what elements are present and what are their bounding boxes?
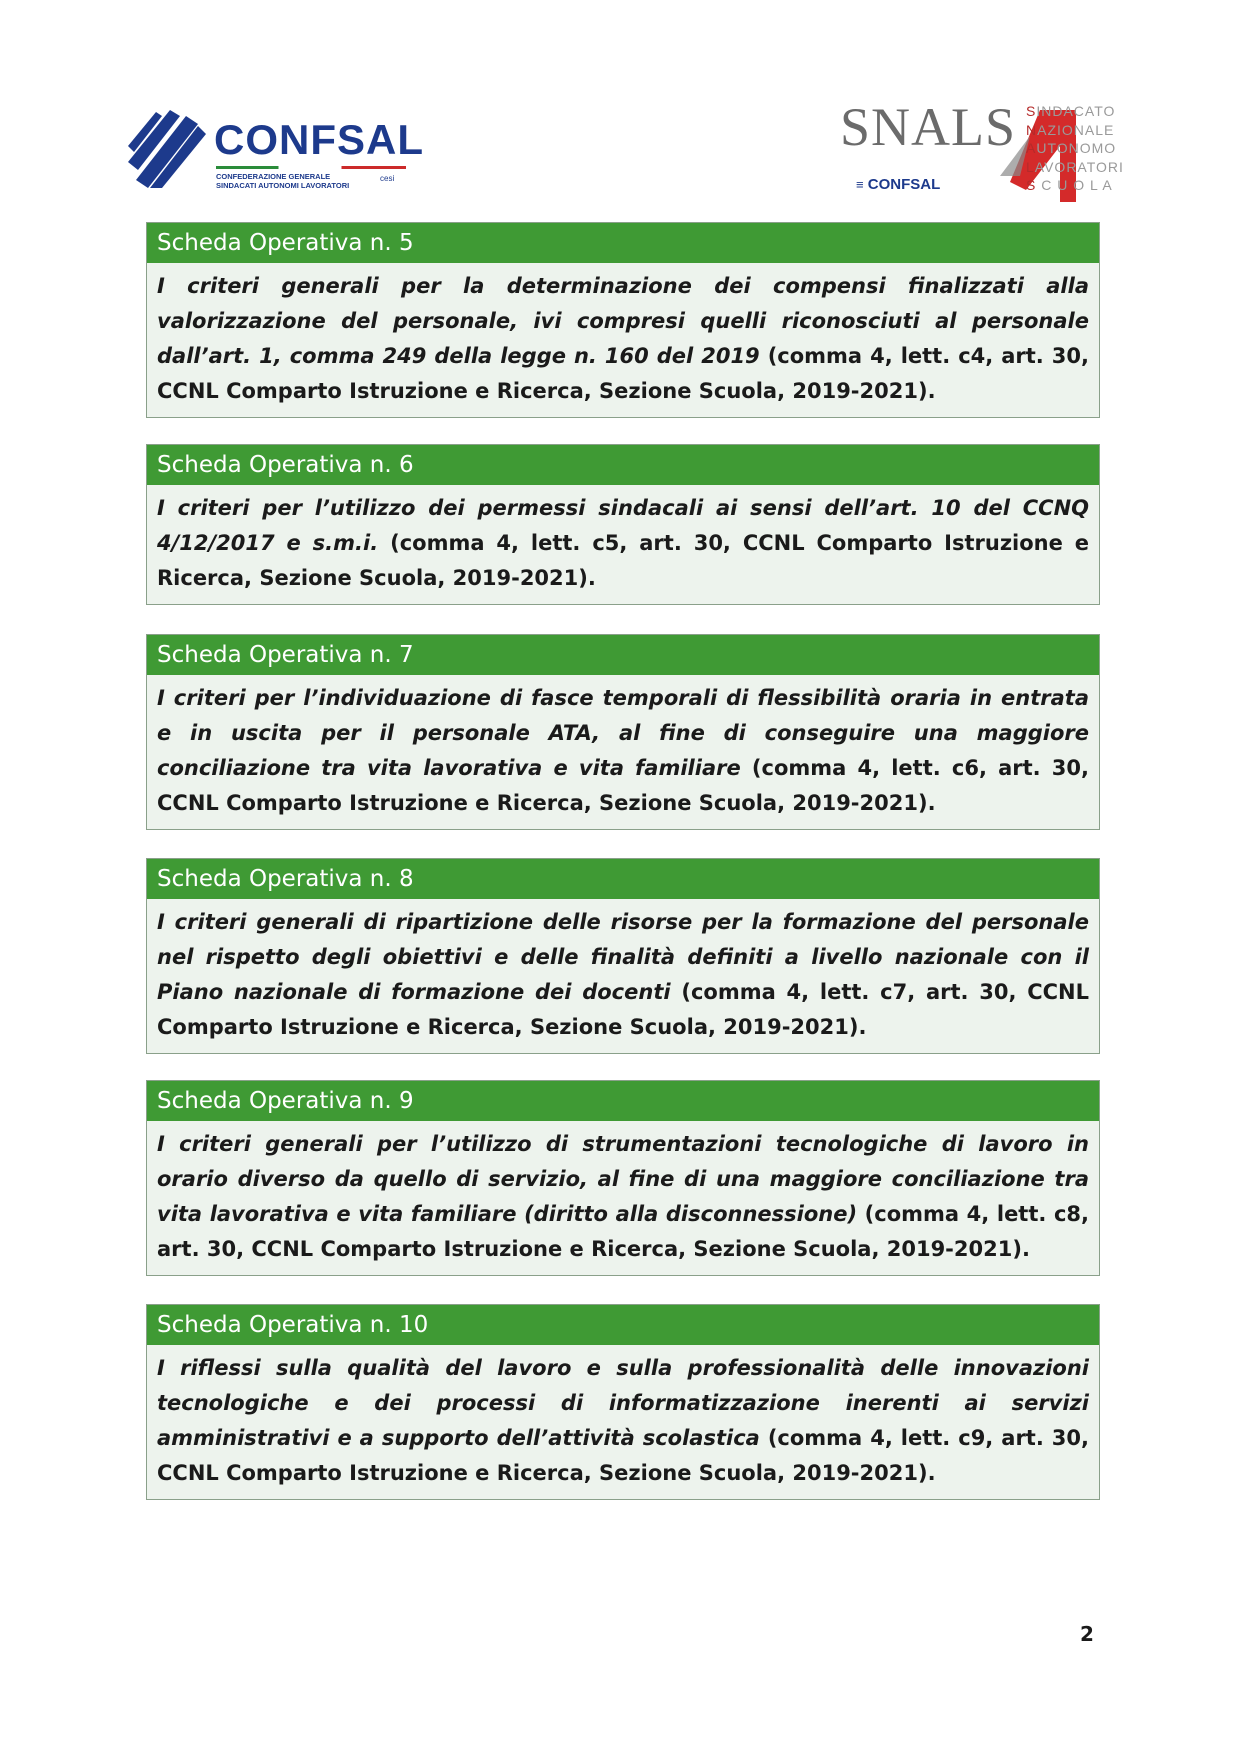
card-text-normal: (comma 4, lett. c8, art. 30, CCNL Comparto Istruzione e Ricerca, Sezione Scuola, 2019-2021).: [157, 1202, 1089, 1261]
confsal-sub-line-2: SINDACATI AUTONOMI LAVORATORI: [216, 181, 350, 190]
card-body: [147, 675, 1099, 829]
snals-line-5: S C U O L A: [1026, 177, 1113, 193]
snals-line-4: LAVORATORI: [1026, 158, 1124, 175]
card-title: Scheda Operativa n. 6: [147, 445, 1099, 485]
card-body: [147, 263, 1099, 417]
confsal-wordmark: CONFSAL: [214, 116, 424, 163]
card-text-italic: I criteri per l’individuazione di fasce temporali di flessibilità oraria in entrata e in uscita per il personale ATA, al fine di conseguire una maggiore conciliazione tra vita lavorativa e vita familiare: [157, 686, 1089, 780]
card-text-italic: I criteri generali per l’utilizzo di strumentazioni tecnologiche di lavoro in orario diverso da quello di servizio, al fine di una maggiore conciliazione tra vita lavorativa e vita familiare (diritto alla disconnessione): [157, 1132, 1089, 1226]
confsal-stripes-icon: [128, 110, 208, 188]
confsal-small-icon: ≡: [856, 177, 864, 192]
page-number: 2: [1080, 1622, 1094, 1646]
card-text-normal: (comma 4, lett. c6, art. 30, CCNL Comparto Istruzione e Ricerca, Sezione Scuola, 2019-2021).: [157, 756, 1089, 815]
card-body: [147, 485, 1099, 604]
confsal-sub-line-1: CONFEDERAZIONE GENERALE: [216, 172, 331, 181]
scheda-card-7: [146, 634, 1100, 830]
confsal-subtitle: [216, 172, 349, 190]
scheda-card-6: [146, 444, 1100, 605]
snals-confsal-label: [856, 176, 940, 193]
snals-wordmark: SNALS: [840, 97, 1017, 157]
card-text-normal: (comma 4, lett. c4, art. 30, CCNL Comparto Istruzione e Ricerca, Sezione Scuola, 2019-2021).: [157, 344, 1089, 403]
scheda-card-10: [146, 1304, 1100, 1500]
card-text-italic: I criteri generali di ripartizione delle risorse per la formazione del personale nel rispetto degli obiettivi e delle finalità definiti a livello nazionale con il Piano nazionale di formazione dei docenti: [157, 910, 1089, 1004]
card-text-italic: I criteri per l’utilizzo dei permessi sindacali ai sensi dell’art. 10 del CCNQ 4/12/2017 e s.m.i.: [157, 496, 1089, 555]
card-title: Scheda Operativa n. 7: [147, 635, 1099, 675]
snals-acronym-lines: [1026, 102, 1124, 195]
scheda-card-8: [146, 858, 1100, 1054]
snals-line-3: AUTONOMO: [1026, 140, 1117, 156]
scheda-card-5: [146, 222, 1100, 418]
card-title: Scheda Operativa n. 9: [147, 1081, 1099, 1121]
scheda-card-9: [146, 1080, 1100, 1276]
card-body: [147, 1121, 1099, 1275]
card-title: Scheda Operativa n. 5: [147, 223, 1099, 263]
card-text-normal: (comma 4, lett. c9, art. 30, CCNL Comparto Istruzione e Ricerca, Sezione Scuola, 2019-2021).: [157, 1426, 1089, 1485]
snals-confsal-text: CONFSAL: [867, 176, 941, 193]
card-title: Scheda Operativa n. 10: [147, 1305, 1099, 1345]
snals-line-2: NAZIONALE: [1026, 121, 1115, 138]
tricolor-underline: [216, 166, 406, 169]
card-body: [147, 1345, 1099, 1499]
card-text-normal: (comma 4, lett. c5, art. 30, CCNL Comparto Istruzione e Ricerca, Sezione Scuola, 2019-2021).: [157, 531, 1090, 590]
card-title: Scheda Operativa n. 8: [147, 859, 1099, 899]
cesi-label: cesi: [380, 174, 395, 183]
snals-line-1: SINDACATO: [1026, 103, 1116, 119]
card-body: [147, 899, 1099, 1053]
confsal-logo: [128, 110, 428, 190]
snals-logo: [840, 96, 1160, 206]
card-text-italic: I riflessi sulla qualità del lavoro e sulla professionalità delle innovazioni tecnologiche e dei processi di informatizzazione inerenti ai servizi amministrativi e a supporto dell’attività scolastica: [157, 1356, 1089, 1450]
card-text-italic: I criteri generali per la determinazione dei compensi finalizzati alla valorizzazione del personale, ivi compresi quelli riconosciuti al personale dall’art. 1, comma 249 della legge n. 160 del 2019: [157, 274, 1089, 368]
card-text-normal: (comma 4, lett. c7, art. 30, CCNL Comparto Istruzione e Ricerca, Sezione Scuola, 2019-2021).: [157, 980, 1090, 1039]
